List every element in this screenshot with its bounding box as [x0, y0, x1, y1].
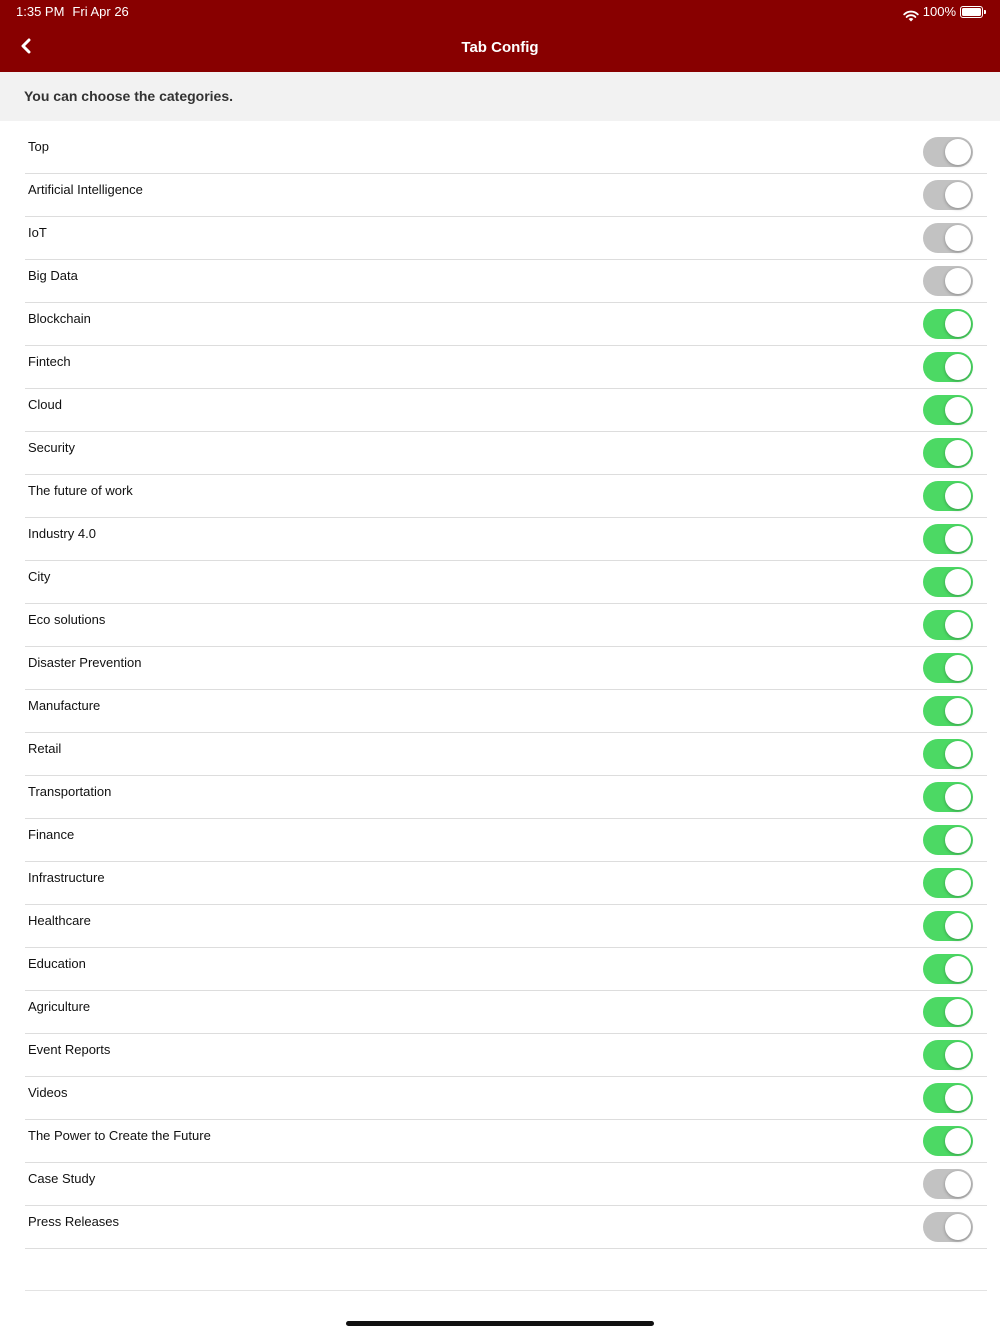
category-label: Case Study [28, 1171, 96, 1186]
category-row [25, 432, 987, 475]
toggle-knob [945, 182, 971, 208]
category-row [25, 690, 987, 733]
category-label: Cloud [28, 397, 62, 412]
category-row [25, 991, 987, 1034]
toggle-knob [945, 440, 971, 466]
category-row [25, 303, 987, 346]
toggle-knob [945, 999, 971, 1025]
toggle-knob [945, 139, 971, 165]
toggle-knob [945, 913, 971, 939]
toggle-knob [945, 655, 971, 681]
category-row [25, 1163, 987, 1206]
category-label: Industry 4.0 [28, 526, 96, 541]
list-divider [25, 1290, 987, 1291]
category-label: Big Data [28, 268, 78, 283]
category-row [25, 518, 987, 561]
category-toggle[interactable] [923, 653, 973, 683]
category-toggle[interactable] [923, 524, 973, 554]
category-row [25, 389, 987, 432]
category-label: Videos [28, 1085, 68, 1100]
category-label: Artificial Intelligence [28, 182, 143, 197]
battery-icon [960, 6, 986, 18]
wifi-icon [903, 6, 919, 18]
category-row [25, 647, 987, 690]
status-time-group [16, 0, 129, 24]
category-toggle[interactable] [923, 309, 973, 339]
battery-percent: 100% [922, 4, 956, 19]
toggle-knob [945, 569, 971, 595]
toggle-knob [945, 827, 971, 853]
toggle-knob [945, 1214, 971, 1240]
toggle-knob [945, 311, 971, 337]
category-label: City [28, 569, 51, 584]
category-toggle[interactable] [923, 739, 973, 769]
status-indicators [903, 0, 986, 24]
category-toggle[interactable] [923, 825, 973, 855]
category-toggle[interactable] [923, 137, 973, 167]
category-toggle[interactable] [923, 438, 973, 468]
category-row [25, 819, 987, 862]
category-row [25, 1120, 987, 1163]
category-label: Top [28, 139, 49, 154]
category-toggle[interactable] [923, 997, 973, 1027]
category-label: Disaster Prevention [28, 655, 142, 670]
category-row [25, 131, 987, 174]
category-toggle[interactable] [923, 481, 973, 511]
category-row [25, 905, 987, 948]
category-row [25, 733, 987, 776]
category-label: Fintech [28, 354, 71, 369]
category-toggle[interactable] [923, 782, 973, 812]
category-toggle[interactable] [923, 1212, 973, 1242]
category-label: IoT [28, 225, 47, 240]
category-toggle[interactable] [923, 567, 973, 597]
category-toggle[interactable] [923, 1169, 973, 1199]
toggle-knob [945, 354, 971, 380]
category-label: Press Releases [28, 1214, 120, 1229]
toggle-knob [945, 870, 971, 896]
category-toggle[interactable] [923, 868, 973, 898]
toggle-knob [945, 612, 971, 638]
category-toggle[interactable] [923, 395, 973, 425]
category-row [25, 948, 987, 991]
toggle-knob [945, 1171, 971, 1197]
category-row [25, 1034, 987, 1077]
toggle-knob [945, 268, 971, 294]
category-row [25, 475, 987, 518]
category-toggle[interactable] [923, 696, 973, 726]
category-row [25, 260, 987, 303]
category-label: The Power to Create the Future [28, 1128, 211, 1143]
status-bar [0, 0, 1000, 24]
category-row [25, 561, 987, 604]
category-label: Manufacture [28, 698, 101, 713]
category-label: Blockchain [28, 311, 91, 326]
category-label: Security [28, 440, 75, 455]
category-row [25, 776, 987, 819]
category-toggle[interactable] [923, 954, 973, 984]
toggle-knob [945, 1042, 971, 1068]
category-toggle[interactable] [923, 223, 973, 253]
category-toggle[interactable] [923, 911, 973, 941]
category-row [25, 174, 987, 217]
category-label: Agriculture [28, 999, 91, 1014]
status-time: 1:35 PM [16, 4, 65, 19]
category-label: Eco solutions [28, 612, 106, 627]
category-toggle[interactable] [923, 180, 973, 210]
page-title: Tab Config [461, 39, 539, 56]
toggle-knob [945, 1085, 971, 1111]
home-indicator[interactable] [346, 1321, 654, 1326]
category-row [25, 217, 987, 260]
category-row [25, 346, 987, 389]
app-header [0, 0, 1000, 72]
category-label: Finance [28, 827, 75, 842]
category-label: Transportation [28, 784, 112, 799]
category-label: The future of work [28, 483, 133, 498]
battery-fill [962, 8, 981, 16]
category-toggle[interactable] [923, 1083, 973, 1113]
category-list [25, 131, 987, 1249]
category-label: Event Reports [28, 1042, 111, 1057]
category-label: Retail [28, 741, 62, 756]
chevron-left-icon [19, 38, 33, 59]
category-row [25, 1206, 987, 1249]
toggle-knob [945, 956, 971, 982]
toggle-knob [945, 225, 971, 251]
instruction-banner: You can choose the categories. [0, 72, 1000, 121]
toggle-knob [945, 741, 971, 767]
toggle-knob [945, 1128, 971, 1154]
category-row [25, 604, 987, 647]
status-date: Fri Apr 26 [72, 4, 129, 19]
toggle-knob [945, 784, 971, 810]
category-toggle[interactable] [923, 266, 973, 296]
category-toggle[interactable] [923, 610, 973, 640]
category-toggle[interactable] [923, 1040, 973, 1070]
toggle-knob [945, 397, 971, 423]
toggle-knob [945, 698, 971, 724]
toggle-knob [945, 526, 971, 552]
category-label: Infrastructure [28, 870, 105, 885]
navigation-bar [0, 24, 1000, 72]
toggle-knob [945, 483, 971, 509]
category-label: Healthcare [28, 913, 91, 928]
back-button[interactable] [12, 34, 40, 62]
category-label: Education [28, 956, 86, 971]
category-toggle[interactable] [923, 352, 973, 382]
category-toggle[interactable] [923, 1126, 973, 1156]
category-row [25, 862, 987, 905]
category-row [25, 1077, 987, 1120]
